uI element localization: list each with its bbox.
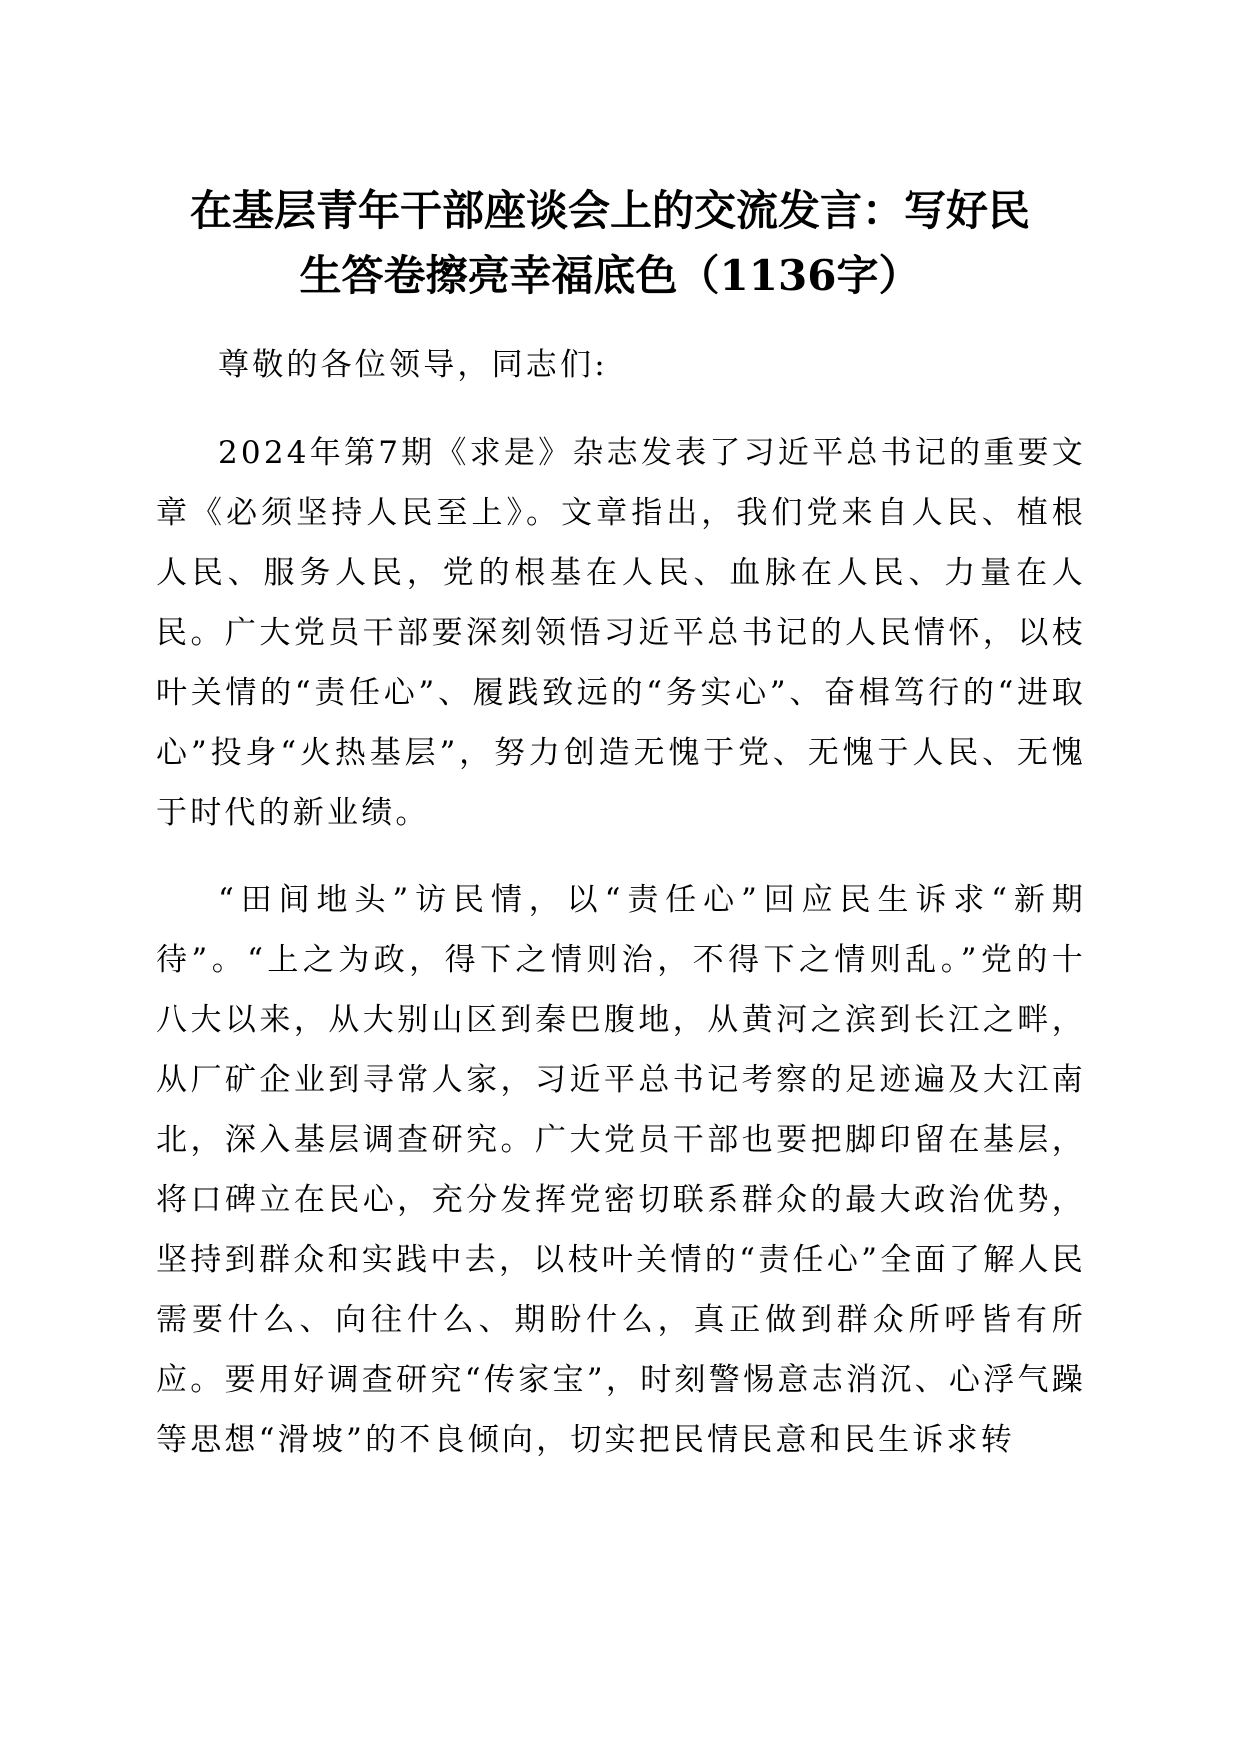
document-body bbox=[156, 335, 1086, 1470]
body-paragraph: 2024年第7期《求是》杂志发表了习近平总书记的重要文章《必须坚持人民至上》。文章指出，我们党来自人民、植根人民、服务人民，党的根基在人民、血脉在人民、力量在人民。广大党员干部要深刻领悟习近平总书记的人民情怀，以枝叶关情的“责任心”、履践致远的“务实心”、奋楫笃行的“进取心”投身“火热基层”，努力创造无愧于党、无愧于人民、无愧于时代的新业绩。 bbox=[156, 435, 1086, 831]
title-line-1: 在基层青年干部座谈会上的交流发言：写好民 bbox=[189, 186, 1030, 235]
greeting-paragraph: 尊敬的各位领导，同志们: bbox=[218, 347, 608, 383]
title-line-2: 生答卷擦亮幸福底色（1136字） bbox=[299, 251, 921, 300]
document-title bbox=[140, 178, 1080, 308]
body-paragraph: “田间地头”访民情，以“责任心”回应民生诉求“新期待”。“上之为政，得下之情则治，不得下之情则乱。”党的十八大以来，从大别山区到秦巴腹地，从黄河之滨到长江之畔，从厂矿企业到寻常人家，习近平总书记考察的足迹遍及大江南北，深入基层调查研究。广大党员干部也要把脚印留在基层，将口碑立在民心，充分发挥党密切联系群众的最大政治优势，坚持到群众和实践中去，以枝叶关情的“责任心”全面了解人民需要什么、向往什么、期盼什么，真正做到群众所呼皆有所应。要用好调查研究“传家宝”，时刻警惕意志消沉、心浮气躁等思想“滑坡”的不良倾向，切实把民情民意和民生诉求转 bbox=[156, 882, 1086, 1458]
